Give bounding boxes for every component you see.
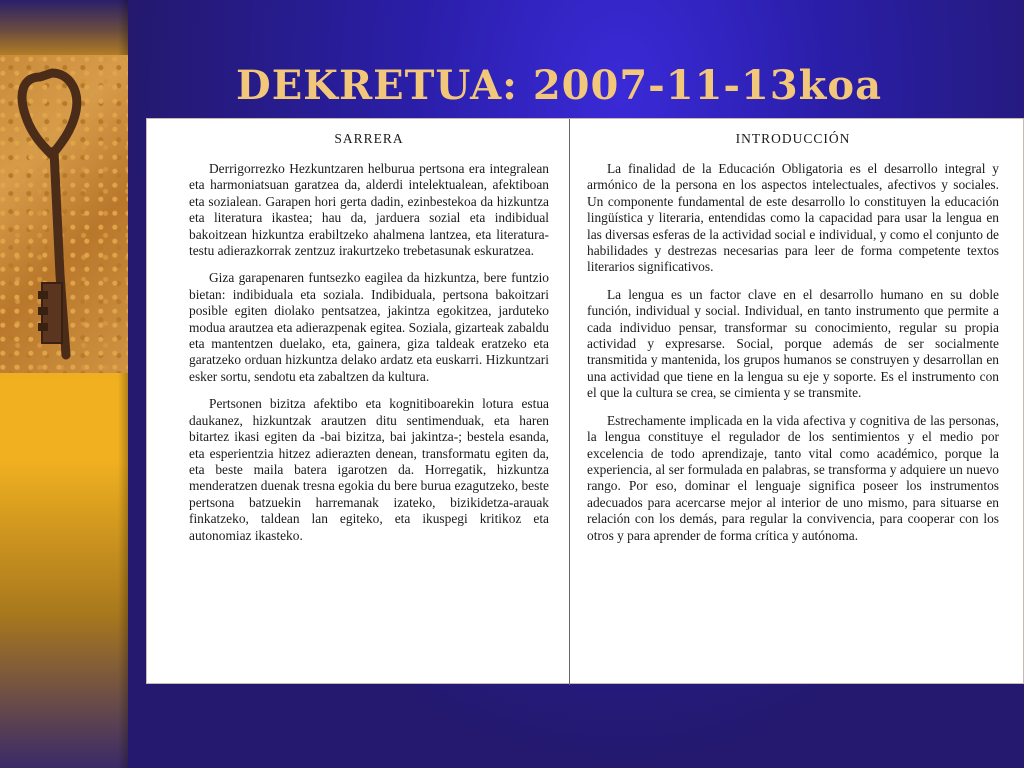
paragraph: Estrechamente implicada en la vida afectiva y cognitiva de las personas, la lengua constituye el regulador de los sentimientos y el medio por excelencia de todo aprendizaje, tanto vital como académico, porque la experiencia, al ser formulada en palabras, se transforma y adquiere un nuevo rango. Por eso, dominar el lenguaje significa poseer los instrumentos adecuados para acercarse mejor al interior de uno mismo, para situarse en relación con los demás, para regular la convivencia, para cooperar con los otros y para aprender de forma crítica y autónoma. xyxy=(587,412,999,543)
key-photo xyxy=(0,55,128,373)
column-heading-sarrera: SARRERA xyxy=(334,131,404,146)
basque-column xyxy=(189,131,549,679)
paragraph: La lengua es un factor clave en el desarrollo humano en su doble función, individual y social. Individual, en tanto instrumento que permite a cada individuo pensar, transformar su conocimiento, regular su propia actividad y expresarse. Social, porque además de ser socialmente transmitida y mantenida, los grupos humanos se construyen y desarrollan en una actividad que tiene en la lengua su eje y soporte. Es el instrumento con el que la cultura se crea, se cimienta y se transmite. xyxy=(587,286,999,401)
column-divider xyxy=(569,119,570,685)
spanish-column xyxy=(587,131,999,679)
decree-document xyxy=(146,118,1024,684)
column-heading-introduccion: INTRODUCCIÓN xyxy=(735,131,851,146)
paragraph: Pertsonen bizitza afektibo eta kognitiboarekin lotura estua daukanez, hizkuntzak arautzen ditu sentimenduak, eta haren bitartez ikasi egiten da -bai bizitza, bai jakintza-; bestela esanda, eta esperientzia hitzez adierazten denean, transformatu egiten da, eta beste maila batera igarotzen da. Horregatik, hizkuntza menderatzen duenak tresna egokia du bere burua ezagutzeko, beste pertsona batzuekin harremanak izateko, bizikidetza-arauak finkatzeko, taldean lan egiteko, eta ikuspegi kritikoz eta autonomiaz ikasteko. xyxy=(189,396,549,543)
paragraph: Giza garapenaren funtsezko eagilea da hizkuntza, bere funtzio bietan: indibiduala eta soziala. Indibiduala, pertsona bakoitzari posible egiten diolako pentsatzea, jakintza egokitzea, jarduteko modua arautzea eta adierazpenak egitea. Soziala, gizarteak zabaldu eta mantentzen duelako, eta, gainera, giza taldeak eratzeko eta garatzeko orduan hizkuntza delako ardatz eta euskarri. Hizkuntzari esker sortu, sendotu eta zabaltzen da kultura. xyxy=(189,270,549,384)
left-decorative-strip xyxy=(0,0,128,768)
key-icon xyxy=(0,55,128,373)
slide-title: DEKRETUA: 2007-11-13koa xyxy=(236,62,882,109)
paragraph: La finalidad de la Educación Obligatoria es el desarrollo integral y armónico de la persona en los aspectos intelectuales, afectivos y sociales. Un componente fundamental de este desarrollo lo constituyen la educación lingüística y literaria, entendidas como la capacidad para usar la lengua en las diversas esferas de la actividad social e individual, y como el conjunto de habilidades y destrezas necesarias para leer de forma competente textos literarios significativos. xyxy=(587,161,999,275)
paragraph: Derrigorrezko Hezkuntzaren helburua pertsona era integralean eta harmoniatsuan garatzea da, alderdi intelektualean, afektiboan eta sozialean. Garapen hori gerta dadin, ezinbestekoa da hizkuntza eta literatura ikastea; hau da, jarduera sozial eta indibidual bakoitzean hizkuntza erabiltzeko ahalmena lantzea, eta literatura-testu adierazkorrak zentzuz irakurtzeko trebetasunak eskuratzea. xyxy=(189,161,549,259)
